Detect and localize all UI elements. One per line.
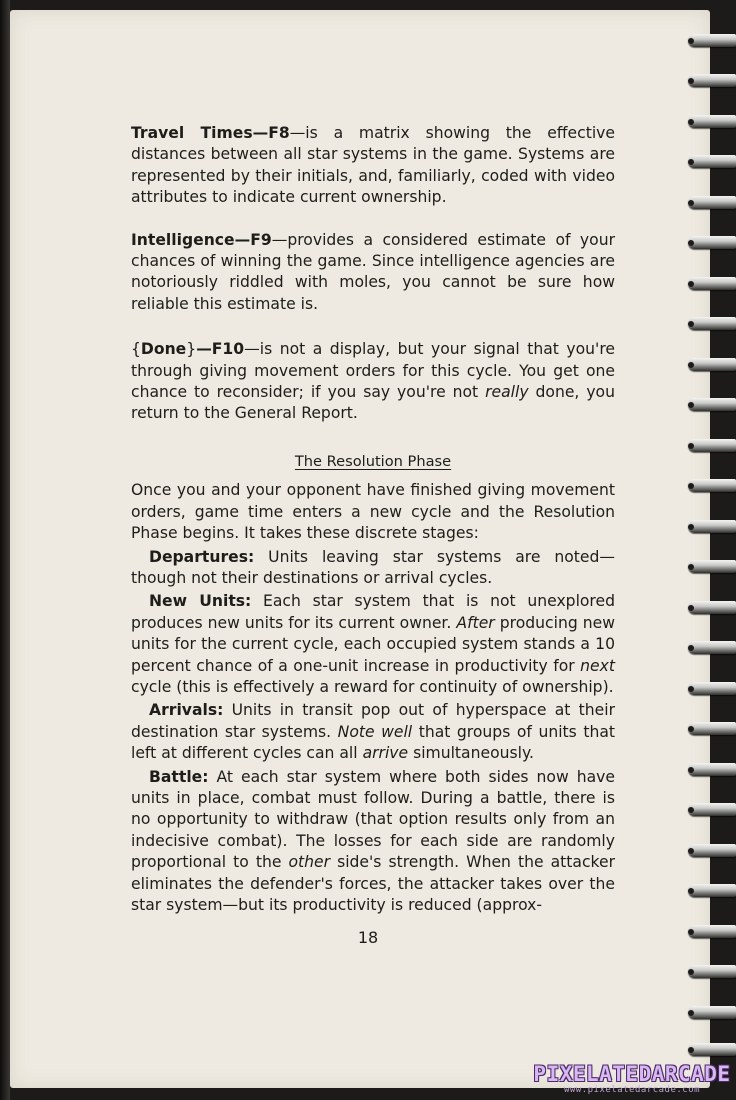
- done-key: —F10: [196, 340, 245, 359]
- intro-text: Once you and your opponent have finished giving movement orders, game time enters a new cycle and the Resolution Phase begins. It takes these discrete stages:: [131, 481, 615, 543]
- stage-new-units: [131, 591, 615, 698]
- intelligence-description: —provides a considered estimate of your chances of winning the game. Since intelligence agencies are notoriously riddled with moles, you cannot be sure how reliable this estimate is.: [131, 230, 615, 313]
- arrivals-label: Arrivals:: [149, 701, 224, 720]
- binding-coil: [688, 884, 736, 897]
- new-units-text-3: cycle (this is effectively a reward for continuity of ownership).: [131, 677, 614, 696]
- binding-coil: [688, 560, 736, 573]
- stage-departures: [131, 547, 615, 590]
- done-paragraph: [131, 339, 615, 425]
- section-heading: [131, 451, 615, 472]
- binding-coil: [688, 74, 736, 87]
- binding-coil: [688, 155, 736, 168]
- battle-text-2: side's strength. When the attacker eliminates the defender's forces, the attacker takes over the star system—but its productivity is reduced (approx-: [131, 853, 615, 914]
- done-term: Done: [140, 340, 187, 359]
- intro-paragraph: [131, 480, 615, 544]
- arrivals-emphasis-2: arrive: [362, 744, 409, 763]
- intelligence-paragraph: [131, 230, 615, 316]
- binding-coil: [688, 277, 736, 290]
- travel-times-paragraph: [131, 123, 615, 209]
- binding-coil: [688, 1006, 736, 1019]
- binding-coil: [688, 520, 736, 533]
- binding-coil: [688, 1043, 736, 1056]
- binding-coil: [688, 722, 736, 735]
- section-title: The Resolution Phase: [294, 452, 452, 470]
- stage-arrivals: [131, 700, 615, 764]
- arrivals-text-2: that groups of units that left at different cycles can all: [131, 722, 615, 763]
- intelligence-term: Intelligence—F9: [131, 230, 272, 249]
- battle-text-1: At each star system where both sides now have units in place, combat must follow. During a battle, there is no opportunity to withdraw (that option results only from an indecisive combat). The losses for each side are randomly proportional to the: [131, 767, 615, 872]
- binding-coil: [688, 682, 736, 695]
- done-description-1: —is not a display, but your signal that you're through giving movement orders for this cycle. You get one chance to reconsider; if you say you're not: [131, 340, 615, 402]
- travel-times-description: —is a matrix showing the effective distances between all star systems in the game. Systems are represented by their initials, and, familiarly, coded with video attributes to indicate current ownership.: [131, 124, 615, 207]
- departures-label: Departures:: [149, 547, 255, 566]
- brace-close: }: [186, 340, 197, 359]
- binding-coil: [688, 236, 736, 249]
- page-number: 18: [357, 928, 379, 947]
- binding-coil: [688, 34, 736, 47]
- arrivals-text-3: simultaneously.: [408, 744, 534, 763]
- done-emphasis: really: [485, 383, 529, 402]
- watermark-logo: PIXELATEDARCADE: [533, 1062, 731, 1086]
- binding-coil: [688, 439, 736, 452]
- brace-open: {: [131, 340, 141, 359]
- binding-coil: [688, 358, 736, 371]
- watermark-url: www.pixelatedarcade.com: [563, 1085, 701, 1095]
- binding-coil: [688, 398, 736, 411]
- battle-label: Battle:: [149, 767, 209, 786]
- binding-coil: [688, 641, 736, 654]
- binding-coil: [688, 317, 736, 330]
- binding-coil: [688, 196, 736, 209]
- new-units-text-2: producing new units for the current cycle, each occupied system stands a 10 percent chance of a one-unit increase in productivity for: [131, 613, 615, 675]
- arrivals-text-1: Units in transit pop out of hyperspace at their destination star systems.: [131, 701, 615, 741]
- binding-coil: [688, 115, 736, 128]
- binding-coil: [688, 763, 736, 776]
- battle-emphasis: other: [288, 853, 331, 872]
- arrivals-emphasis-1: Note well: [337, 722, 413, 741]
- body-text: [131, 123, 615, 916]
- binding-coil: [688, 844, 736, 857]
- watermark: [532, 1063, 732, 1096]
- binding-coil: [688, 965, 736, 978]
- new-units-emphasis-1: After: [456, 613, 495, 632]
- departures-text: Units leaving star systems are noted—though not their destinations or arrival cycles.: [131, 547, 615, 587]
- travel-times-term: Travel Times—F8: [131, 124, 290, 142]
- binding-coil: [688, 601, 736, 614]
- done-description-2: done, you return to the General Report.: [131, 383, 615, 423]
- binding-coil: [688, 479, 736, 492]
- stage-battle: [131, 767, 615, 917]
- binding-coil: [688, 803, 736, 816]
- new-units-label: New Units:: [149, 592, 252, 611]
- new-units-emphasis-2: next: [580, 656, 615, 675]
- new-units-text-1: Each star system that is not unexplored produces new units for its current owner.: [131, 592, 615, 632]
